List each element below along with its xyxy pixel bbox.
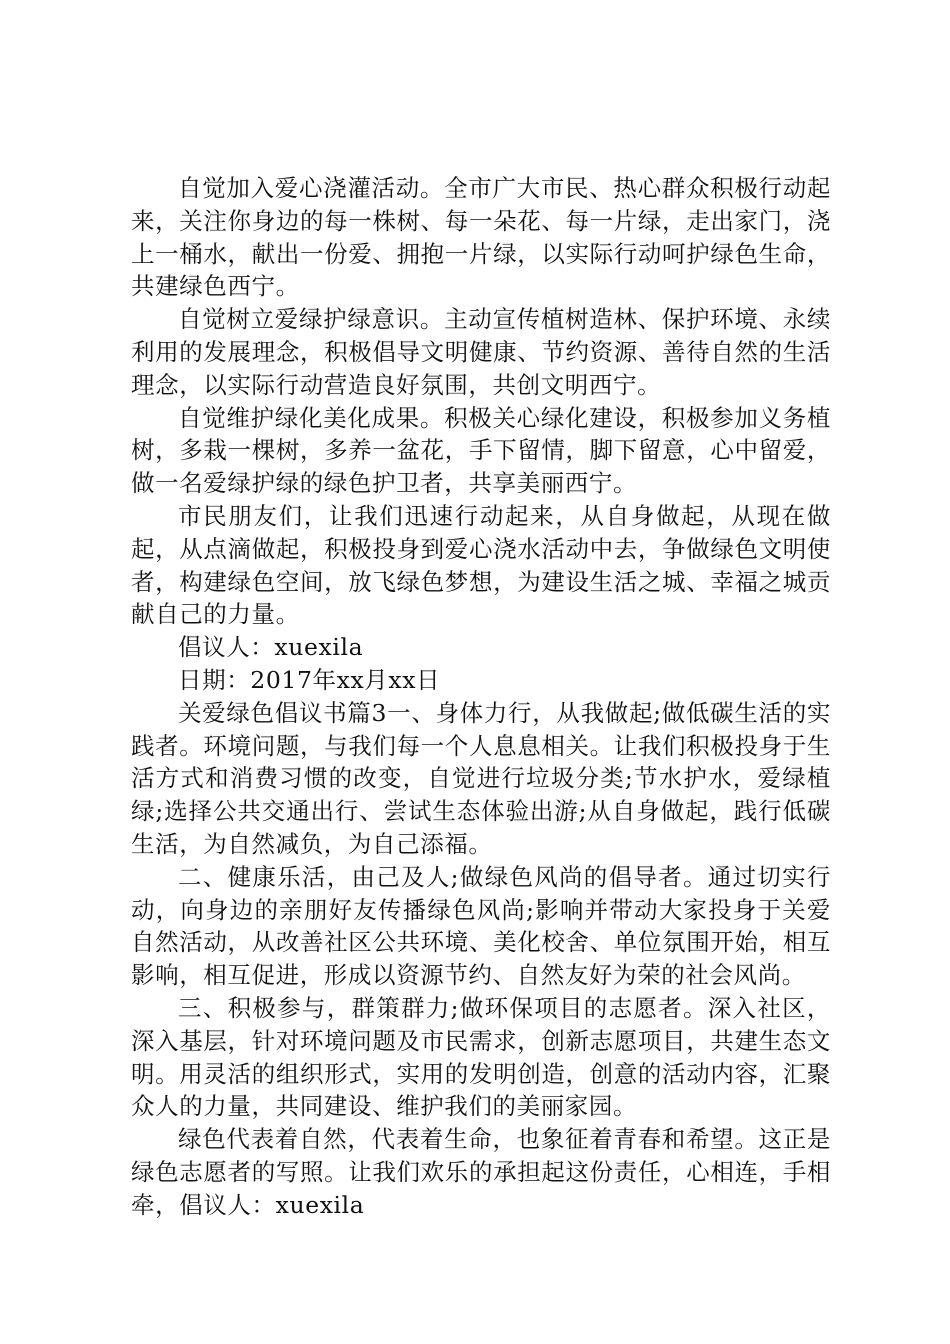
date-line: 日期：2017年xx月xx日 — [178, 665, 441, 694]
paragraph-low-carbon: 关爱绿色倡议书篇3一、身体力行，从我做起;做低碳生活的实践者。环境问题，与我们每一个人息息相关。让我们积极投身于生活方式和消费习惯的改变，自觉进行垃圾分类;节水护水，爱绿植绿;选择公共交通出行、尝试生态体验出游;从自身做起，践行低碳生活，为自然减负，为自己添福。 — [131, 698, 831, 858]
paragraph-green-awareness: 自觉树立爱绿护绿意识。主动宣传植树造林、保护环境、永续利用的发展理念，积极倡导文明健康、节约资源、善待自然的生活理念，以实际行动营造良好氛围，共创文明西宁。 — [131, 305, 831, 399]
paragraph-green-fashion: 二、健康乐活，由己及人;做绿色风尚的倡导者。通过切实行动，向身边的亲朋好友传播绿色风尚;影响并带动大家投身于关爱自然活动，从改善社区公共环境、美化校舍、单位氛围开始，相互影响，相互促进，形成以资源节约、自然友好为荣的社会风尚。 — [131, 862, 831, 990]
paragraph-call-to-action: 市民朋友们，让我们迅速行动起来，从自身做起，从现在做起，从点滴做起，积极投身到爱心浇水活动中去，争做绿色文明使者，构建绿色空间，放飞绿色梦想，为建设生活之城、幸福之城贡献自己的力量。 — [131, 501, 831, 629]
paragraph-watering-activity: 自觉加入爱心浇灌活动。全市广大市民、热心群众积极行动起来，关注你身边的每一株树、每一朵花、每一片绿，走出家门，浇上一桶水，献出一份爱、拥抱一片绿，以实际行动呵护绿色生命，共建绿色西宁。 — [131, 174, 831, 301]
paragraph-volunteer: 三、积极参与，群策群力;做环保项目的志愿者。深入社区，深入基层，针对环境问题及市民需求，创新志愿项目，共建生态文明。用灵活的组织形式，实用的发明创造，创意的活动内容，汇聚众人的力量，共同建设、维护我们的美丽家园。 — [131, 993, 831, 1121]
initiator-line: 倡议人：xuexila — [178, 633, 364, 662]
document-body — [131, 172, 831, 1222]
paragraph-closing: 绿色代表着自然，代表着生命，也象征着青春和希望。这正是绿色志愿者的写照。让我们欢乐的承担起这份责任，心相连，手相牵，倡议人：xuexila — [131, 1125, 831, 1219]
paragraph-maintain-greening: 自觉维护绿化美化成果。积极关心绿化建设，积极参加义务植树，多栽一棵树，多养一盆花，手下留情，脚下留意，心中留爱，做一名爱绿护绿的绿色护卫者，共享美丽西宁。 — [131, 403, 831, 498]
